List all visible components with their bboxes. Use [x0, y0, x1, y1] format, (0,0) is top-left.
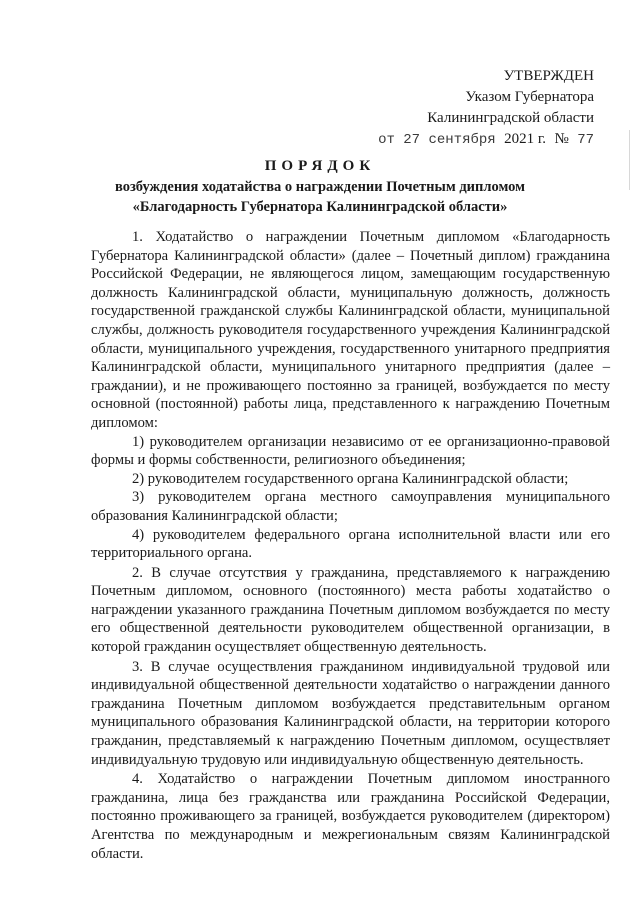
document-subtitle-line-2: «Благодарность Губернатора Калининградской области» [132, 199, 508, 215]
approval-date: от 27 сентября [378, 132, 496, 148]
paragraph-4: 4. Ходатайство о награждении Почетным дипломом иностранного гражданина, лица без гражданства или гражданина Российской Федерации, постоянно проживающего за границей, возбуждается руководителем (директором) Агентства по международным и межрегиональным связям Калининградской области. [91, 771, 610, 862]
paragraph-1-item-4: 4) руководителем федерального органа исполнительной власти или его территориального органа. [91, 526, 610, 562]
paragraph-3: 3. В случае осуществления гражданином индивидуальной трудовой или индивидуальной общественной деятельности ходатайство о награждении данного гражданина Почетным дипломом возбуждается представительным органом муниципального образования Калининградской области, на территории которого гражданин, представляемый к награждению Почетным дипломом, осуществляет индивидуальную трудовую или индивидуальную общественную деятельность. [91, 658, 610, 768]
document-subtitle-line-1: возбуждения ходатайства о награждении Почетным дипломом [114, 179, 526, 195]
paragraph-1-item-1: 1) руководителем организации независимо от ее организационно-правовой формы и формы собственности, религиозного объединения; [91, 433, 610, 469]
approval-number-sign: № [554, 131, 569, 147]
paragraph-1: 1. Ходатайство о награждении Почетным дипломом «Благодарность Губернатора Калининградской области» (далее – Почетный диплом) гражданина Российской Федерации, не являющегося лицом, замещающим государственную должность Калининградской области, муниципальную должность, должность государственной гражданской службы Калининградской области, муниципальной службы, должность руководителя государственного учреждения Калининградской области, муниципального учреждения, государственного унитарного предприятия Калининградской области, муниципального унитарного предприятия (далее – граждании), и не проживающего постоянно за границей, возбуждается по месту основной (постоянной) работы лица, представленного к награждению Почетным дипломом: [91, 229, 610, 431]
approval-title: УТВЕРЖДЕН [503, 68, 594, 84]
paragraph-1-item-3: 3) руководителем органа местного самоуправления муниципального образования Калининградской области; [91, 489, 610, 524]
approval-decree: Указом Губернатора [465, 89, 594, 105]
paragraph-1-item-2: 2) руководителем государственного органа Калининградской области; [132, 470, 569, 487]
approval-date-line [378, 129, 594, 151]
document-title: ПОРЯДОК [264, 158, 376, 174]
paragraph-2: 2. В случае отсутствия у гражданина, представляемого к награждению Почетным дипломом, основного (постоянного) места работы ходатайство о награждении указанного гражданина Почетным дипломом возбуждается по месту его общественной деятельности руководителем общественной организации, в которой гражданин осуществляет общественную деятельность. [91, 564, 610, 656]
document-heading [0, 155, 640, 217]
document-body [91, 228, 610, 863]
approval-year: 2021 г. [504, 131, 547, 147]
approval-block [378, 66, 594, 151]
approval-number: 77 [577, 132, 594, 148]
approval-region: Калининградской области [427, 110, 594, 126]
